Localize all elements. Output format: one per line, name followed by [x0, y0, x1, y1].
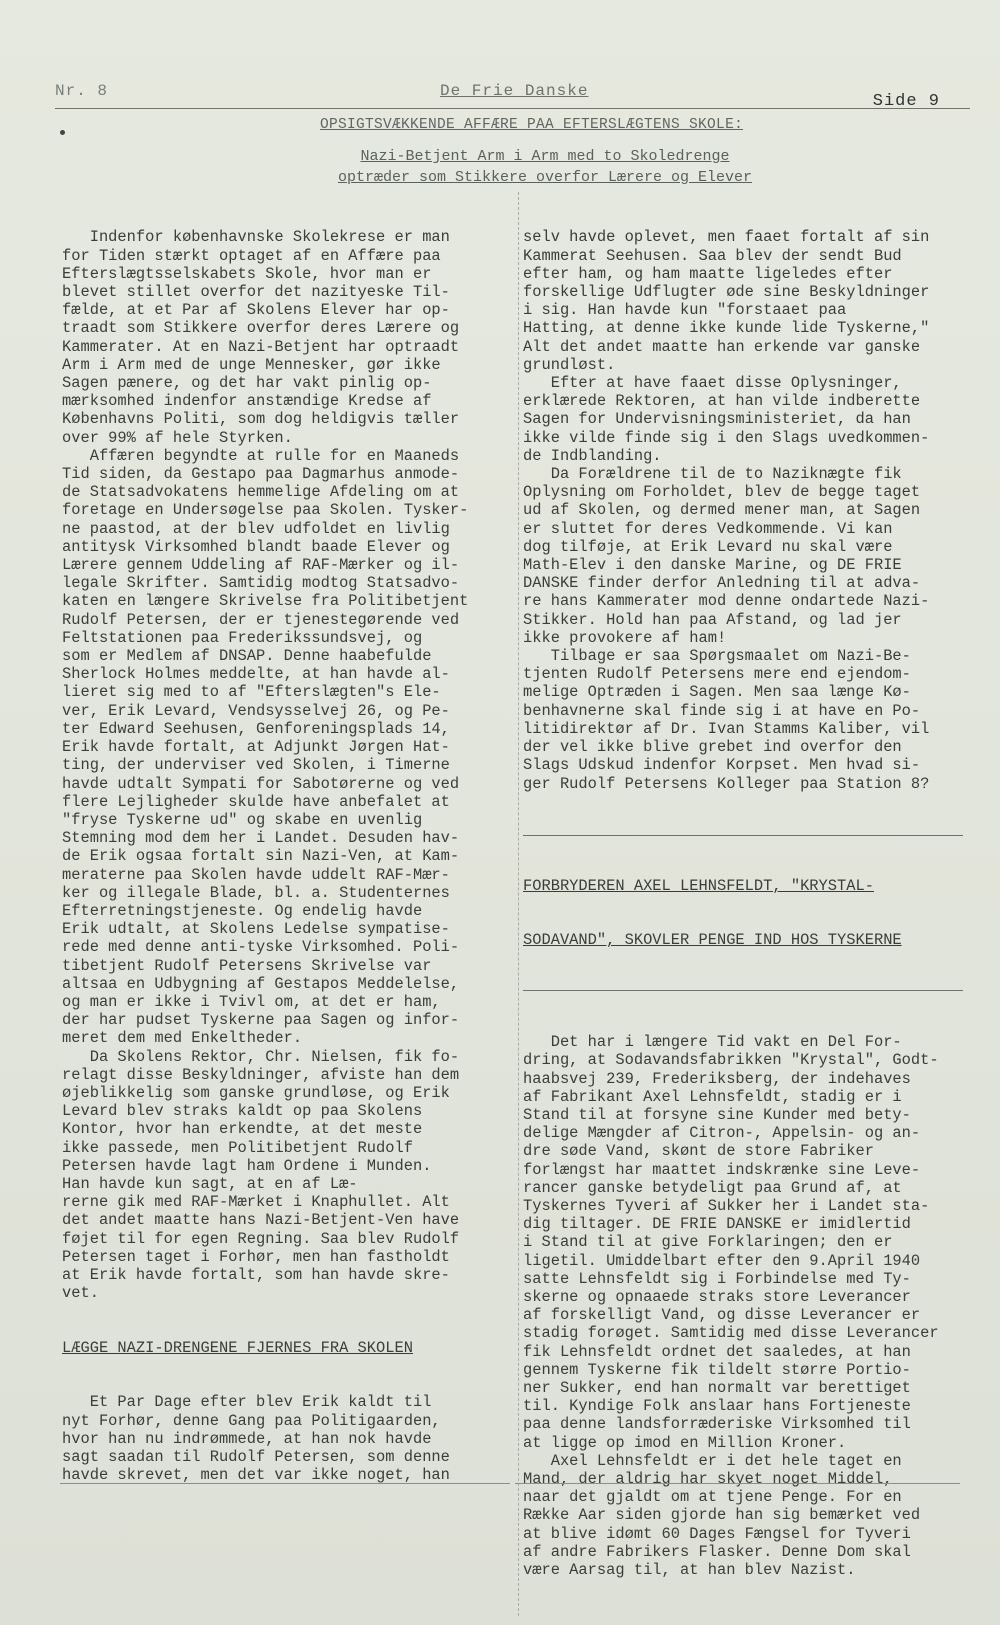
- right-section-heading-box: [523, 835, 963, 991]
- left-column-line: der har pudset Tyskerne paa Sagen og infor-: [62, 1011, 460, 1030]
- issue-number: Nr. 8: [55, 82, 109, 100]
- left-column-line: Københavns Politi, som dog heldigvis tæller: [62, 410, 460, 429]
- left-column-line: over 99% af hele Styrken.: [62, 428, 293, 447]
- right-section-heading-2: SODAVAND", SKOVLER PENGE IND HOS TYSKERNE: [523, 931, 902, 950]
- article-headline: OPSIGTSVÆKKENDE AFFÆRE PAA EFTERSLÆGTENS SKOLE:: [320, 117, 744, 133]
- right-column-line: DANSKE finder derfor Anledning til at adva-: [523, 574, 921, 593]
- left-column-line: Erik havde fortalt, at Adjunkt Jørgen Hat-: [62, 738, 450, 757]
- right-column-line: er sluttet for deres Vedkommende. Vi kan: [523, 519, 893, 538]
- left-column-line: Efterretningstjeneste. Og endelig havde: [62, 901, 423, 920]
- right-column-line: der vel ikke blive grebet ind overfor den: [523, 738, 902, 757]
- right-column-line: selv havde oplevet, men faaet fortalt af sin: [523, 228, 930, 247]
- left-column-line: Han havde kun sagt, at en af Læ-: [62, 1174, 358, 1193]
- left-column-line: ting, der underviser ved Skolen, i Timerne: [62, 756, 450, 775]
- right-column-line: Kammerat Seehusen. Saa blev der sendt Bud: [523, 246, 902, 265]
- right-column-line: Da Forældrene til de to Naziknægte fik: [523, 465, 902, 484]
- left-column-line: lieret sig med to af "Efterslægten"s Ele-: [62, 683, 441, 702]
- left-column-2-line: hvor han nu indrømmede, at han nok havde: [62, 1429, 432, 1448]
- left-column-line: legale Skrifter. Samtidig modtog Statsadvo-: [62, 574, 460, 593]
- right-column-line: ud af Skolen, og dermed mener man, at Sagen: [523, 501, 921, 520]
- right-column-2-line: fik Lehnsfeldt ordnet det saaledes, at han: [523, 1342, 911, 1361]
- right-column-line: Oplysning om Forholdet, blev de begge taget: [523, 483, 921, 502]
- right-column-2-line: Mand, der aldrig har skyet noget Middel,: [523, 1470, 893, 1489]
- right-column-line: Sagen for Undervisningsministeriet, da han: [523, 410, 911, 429]
- right-column-2-line: paa denne landsforræderiske Virksomhed til: [523, 1415, 911, 1434]
- right-column-2-line: til. Kyndige Folk anslaar hans Fortjeneste: [523, 1397, 911, 1416]
- right-column-2-line: ner Sukker, end han normalt var berettiget: [523, 1379, 911, 1397]
- right-column-2-line: af forskelligt Vand, og disse Leverancer er: [523, 1306, 921, 1325]
- left-column-line: Rudolf Petersen, der er tjenestegørende ved: [62, 610, 460, 629]
- left-column-line: Erik udtalt, at Skolens Ledelse sympatise-: [62, 920, 450, 939]
- left-column-line: at Erik havde fortalt, som han havde skre-: [62, 1265, 450, 1284]
- footer-rule-left: [60, 1483, 510, 1484]
- left-column-line: Lærere gennem Uddeling af RAF-Mærker og il-: [62, 556, 460, 575]
- header-rule: [55, 108, 970, 109]
- left-column-line: Sherlock Holmes meddelte, at han havde al-: [62, 665, 450, 684]
- left-column-line: Tid siden, da Gestapo paa Dagmarhus anmode-: [62, 465, 460, 484]
- right-column-2-line: skerne og opnaaede straks store Leverancer: [523, 1287, 911, 1306]
- left-column-line: Feltstationen paa Frederikssundsvej, og: [62, 628, 423, 647]
- right-section-heading-1: FORBRYDEREN AXEL LEHNSFELDT, "KRYSTAL-: [523, 876, 874, 895]
- right-column-2-line: ligetil. Umiddelbart efter den 9.April 1940: [523, 1251, 921, 1270]
- right-column-line: tjenten Rudolf Petersens mere end ejendom-: [523, 665, 911, 684]
- left-column-line: vet.: [62, 1284, 99, 1303]
- left-column-line: Petersen taget i Forhør, men han fastholdt: [62, 1247, 450, 1266]
- article-subheadline-2: optræder som Stikkere overfor Lærere og Elever: [337, 169, 753, 186]
- left-column-line: det andet maatte hans Nazi-Betjent-Ven have: [62, 1211, 460, 1230]
- right-column-line: Tilbage er saa Spørgsmaalet om Nazi-Be-: [523, 647, 911, 666]
- left-column-line: traadt som Stikkere overfor deres Lærere og: [62, 319, 460, 338]
- right-column-2-line: stadig forøget. Samtidig med disse Leverancer: [523, 1324, 939, 1343]
- left-column-line: Kammerater. At en Nazi-Betjent har optraadt: [62, 337, 460, 356]
- left-column-line: rede med denne anti-tyske Virksomhed. Poli-: [62, 938, 460, 957]
- left-column-line: de Statsadvokatens hemmelige Afdeling om at: [62, 483, 460, 502]
- article-subheadline-1: Nazi-Betjent Arm i Arm med to Skoledrenge: [360, 148, 730, 165]
- left-column-line: Kontor, hvor han erkendte, at det meste: [62, 1120, 423, 1139]
- left-column-line: øjeblikkelig som ganske grundløse, og Erik: [62, 1083, 450, 1102]
- right-column-2-line: haabsvej 239, Frederiksberg, der indehaves: [523, 1069, 911, 1088]
- left-column-line: ver, Erik Levard, Vendsysselvej 26, og Pe-: [62, 701, 450, 720]
- right-column-line: de Indblanding.: [523, 446, 662, 465]
- left-column: [62, 192, 507, 1521]
- right-column-line: dog tilføje, at Erik Levard nu skal være: [523, 537, 893, 556]
- right-column-2-line: Tyskernes Tyveri af Sukker her i Landet sta-: [523, 1196, 930, 1215]
- right-column-2-line: dring, at Sodavandsfabrikken "Krystal", Godt-: [523, 1051, 939, 1070]
- left-column-line: Indenfor københavnske Skolekrese er man: [62, 228, 450, 247]
- left-column-line: meraterne paa Skolen havde uddelt RAF-Mær-: [62, 865, 450, 884]
- right-column-2-line: Stand til at forsyne sine Kunder med bety-: [523, 1105, 911, 1124]
- left-column-line: ikke passede, men Politibetjent Rudolf: [62, 1138, 413, 1157]
- right-column-2-line: delige Mængder af Citron-, Appelsin- og an-: [523, 1124, 921, 1143]
- right-column-line: ikke provokere af ham!: [523, 628, 727, 647]
- right-column-line: re hans Kammerater mod denne ondartede Nazi-: [523, 592, 930, 611]
- right-column-body-2: [523, 1033, 963, 1579]
- right-column-line: grundløst.: [523, 355, 616, 374]
- right-column-2-line: Axel Lehnsfeldt er i det hele taget en: [523, 1451, 902, 1470]
- left-column-line: ker og illegale Blade, bl. a. Studenternes: [62, 883, 450, 902]
- right-column-line: Efter at have faaet disse Oplysninger,: [523, 374, 902, 393]
- page-number: Side 9: [872, 92, 940, 111]
- left-column-line: Efterslægtsselskabets Skole, hvor man er: [62, 264, 432, 283]
- left-column-2-line: sagt saadan til Rudolf Petersen, som denne: [62, 1448, 450, 1467]
- left-column-line: og man er ikke i Tvivl om, at det er ham,: [62, 992, 441, 1011]
- right-column-line: i sig. Han havde kun "forstaaet paa: [523, 301, 847, 320]
- right-column-line: Stikker. Hold han paa Afstand, og lad jer: [523, 610, 902, 629]
- left-section-heading: LÆGGE NAZI-DRENGENE FJERNES FRA SKOLEN: [62, 1338, 413, 1357]
- right-column-2-line: dig tiltager. DE FRIE DANSKE er imidlertid: [523, 1215, 911, 1234]
- right-column-2-line: gennem Tyskerne fik tildelt større Portio-: [523, 1360, 911, 1379]
- left-column-2-line: nyt Forhør, denne Gang paa Politigaarden,: [62, 1411, 441, 1430]
- right-column-line: Alt det andet maatte han erkende var ganske: [523, 337, 921, 356]
- right-column-line: forskellige Udflugter øde sine Beskyldninger: [523, 283, 930, 302]
- left-column-line: tibetjent Rudolf Petersens Skrivelse var: [62, 956, 432, 975]
- right-column-2-line: rancer ganske betydeligt paa Grund af, at: [523, 1178, 902, 1197]
- left-column-line: foretage en Undersøgelse paa Skolen. Tysker-: [62, 501, 469, 520]
- left-column-body: [62, 228, 507, 1302]
- margin-dot: [60, 130, 65, 135]
- paper-title: De Frie Danske: [440, 82, 589, 100]
- left-column-line: føjet til for egen Regning. Saa blev Rudolf: [62, 1229, 460, 1248]
- right-column-2-line: at ligge op imod en Million Kroner.: [523, 1433, 847, 1452]
- right-column-line: Hatting, at denne ikke kunde lide Tyskerne,": [523, 319, 930, 338]
- right-column-line: ikke vilde finde sig i den Slags uvedkommen-: [523, 428, 930, 447]
- left-column-2-line: Et Par Dage efter blev Erik kaldt til: [62, 1393, 432, 1412]
- left-column-line: fælde, at et Par af Skolens Elever har op-: [62, 301, 450, 320]
- left-column-line: ne paastod, at der blev udfoldet en livlig: [62, 519, 450, 538]
- right-column-line: ger Rudolf Petersens Kolleger paa Station 8?: [523, 774, 930, 793]
- left-column-line: flere Lejligheder skulde have anbefalet at: [62, 792, 450, 811]
- left-column-line: Stemning mod dem her i Landet. Desuden hav-: [62, 829, 460, 848]
- left-column-line: havde udtalt Sympati for Sabotørerne og ved: [62, 774, 460, 793]
- left-column-line: meret dem med Enkeltheder.: [62, 1029, 303, 1048]
- right-column-2-line: forlængst har maattet indskrænke sine Leve-: [523, 1160, 921, 1179]
- left-column-line: de Erik ogsaa fortalt sin Nazi-Ven, at Kam-: [62, 847, 460, 866]
- left-column-line: Arm i Arm med de unge Mennesker, gør ikke: [62, 355, 441, 374]
- right-column-2-line: være Aarsag til, at han blev Nazist.: [523, 1561, 856, 1580]
- right-column-2-line: satte Lehnsfeldt sig i Forbindelse med Ty-: [523, 1269, 911, 1288]
- left-column-line: katen en længere Skrivelse fra Politibetjent: [62, 592, 469, 611]
- right-column-2-line: naar det gjaldt om at tjene Penge. For en: [523, 1488, 902, 1507]
- right-column-2-line: af Fabrikant Axel Lehnsfeldt, stadig er i: [523, 1087, 902, 1106]
- left-column-line: rerne gik med RAF-Mærket i Knaphullet. Alt: [62, 1193, 450, 1212]
- right-column-line: erklærede Rektoren, at han vilde indberette: [523, 392, 921, 411]
- right-column-line: benhavnerne skal finde sig i at have en Po-: [523, 701, 921, 720]
- right-column-2-line: Række Aar siden gjorde han sig bemærket ved: [523, 1506, 921, 1525]
- left-column-line: altsaa en Udbygning af Gestapos Meddelelse,: [62, 974, 460, 993]
- left-column-line: som er Medlem af DNSAP. Denne haabefulde: [62, 647, 432, 666]
- left-column-line: Da Skolens Rektor, Chr. Nielsen, fik fo-: [62, 1047, 460, 1066]
- right-column-2-line: Det har i længere Tid vakt en Del For-: [523, 1033, 902, 1052]
- right-column-2-line: af andre Fabrikers Flasker. Denne Dom skal: [523, 1542, 911, 1561]
- right-column-line: efter ham, og ham maatte ligeledes efter: [523, 264, 893, 283]
- left-column-line: Affæren begyndte at rulle for en Maaneds: [62, 446, 460, 465]
- left-column-line: Petersen havde lagt ham Ordene i Munden.: [62, 1156, 432, 1175]
- right-column: [518, 192, 963, 1616]
- left-column-2-line: havde skrevet, men det var ikke noget, han: [62, 1466, 450, 1485]
- right-column-2-line: at blive idømt 60 Dages Fængsel for Tyveri: [523, 1524, 911, 1543]
- left-column-line: antitysk Virksomhed blandt baade Elever og: [62, 537, 450, 556]
- left-column-line: mærksomhed indenfor anstændige Kredse af: [62, 392, 432, 411]
- left-column-line: relagt disse Beskyldninger, afviste han dem: [62, 1065, 460, 1084]
- right-column-2-line: dre søde Vand, skønt de store Fabriker: [523, 1142, 874, 1161]
- right-column-2-line: i Stand til at give Forklaringen; den er: [523, 1233, 893, 1252]
- right-column-line: Math-Elev i den danske Marine, og DE FRIE: [523, 556, 902, 575]
- left-column-line: "fryse Tyskerne ud" og skabe en uvenlig: [62, 810, 423, 829]
- left-column-line: blevet stillet overfor det nazityeske Til-: [62, 283, 450, 302]
- left-column-line: Levard blev straks kaldt op paa Skolens: [62, 1102, 423, 1121]
- right-column-line: Slags Udskud indenfor Korpset. Men hvad si-: [523, 756, 921, 775]
- left-column-line: Sagen pænere, og det har vakt pinlig op-: [62, 374, 432, 393]
- left-column-line: ter Edward Seehusen, Genforeningsplads 14,: [62, 719, 450, 738]
- left-column-body-2: [62, 1393, 507, 1484]
- footer-rule-right: [515, 1483, 960, 1484]
- left-column-line: for Tiden stærkt optaget af en Affære paa: [62, 246, 441, 265]
- page-header: [55, 82, 970, 112]
- right-column-line: litidirektør af Dr. Ivan Stamms Kaliber, vil: [523, 719, 930, 738]
- right-column-line: melige Optræden i Sagen. Men saa længe Kø-: [523, 683, 911, 702]
- right-column-body: [523, 228, 963, 792]
